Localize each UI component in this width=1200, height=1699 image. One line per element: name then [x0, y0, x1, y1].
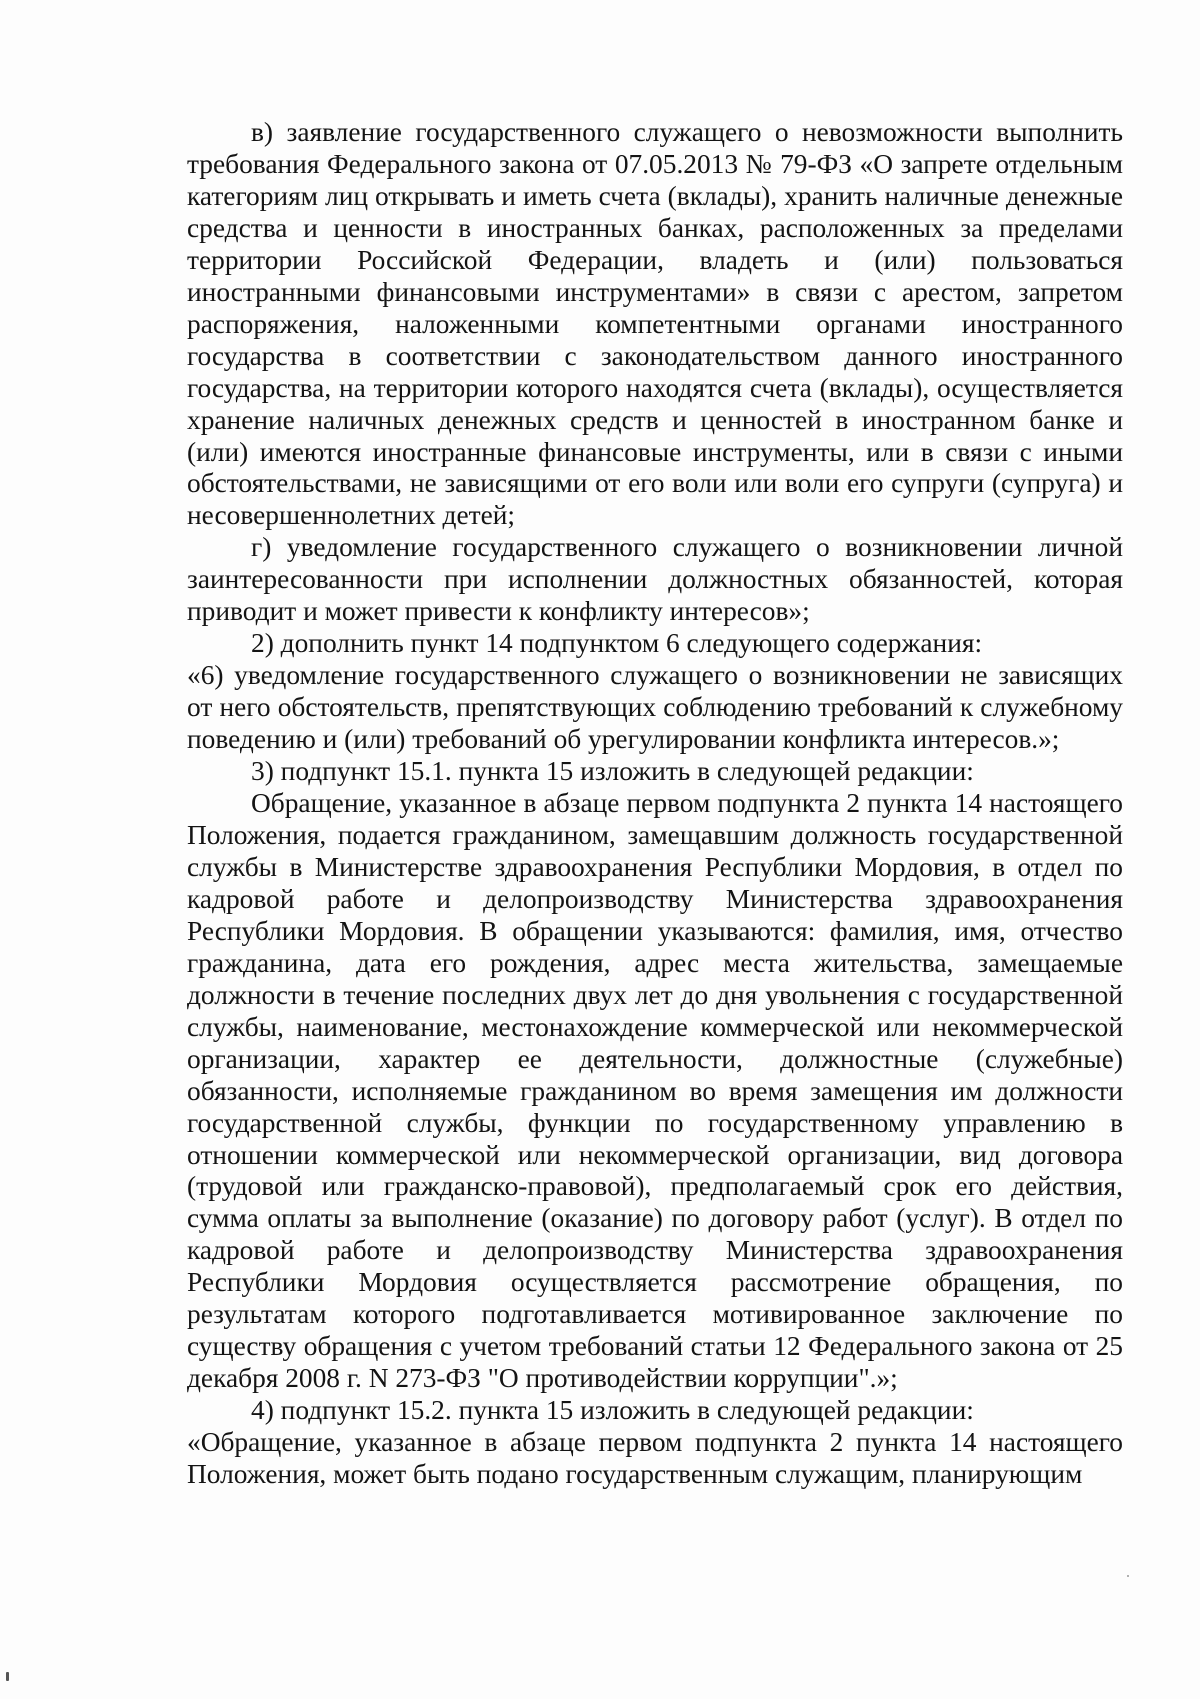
- paragraph-subitem-6-quote: «6) уведомление государственного служащего о возникновении не зависящих от него обстоятельств, препятствующих соблюдению требований к служебному поведению и (или) требований об урегулировании конфликта интересов.»;: [187, 660, 1123, 755]
- scan-speck: [6, 1672, 9, 1681]
- paragraph-subitem-g: г) уведомление государственного служащего о возникновении личной заинтересованности при исполнении должностных обязанностей, которая приводит и может привести к конфликту интересов»;: [187, 532, 1123, 627]
- paragraph-item-2: 2) дополнить пункт 14 подпунктом 6 следующего содержания:: [251, 628, 983, 659]
- document-body: [187, 117, 1123, 1491]
- paragraph-appeal-15-1: Обращение, указанное в абзаце первом подпункта 2 пункта 14 настоящего Положения, подается гражданином, замещавшим должность государственной службы в Министерстве здравоохранения Республики Мордовия, в отдел по кадровой работе и делопроизводству Министерства здравоохранения Республики Мордовия. В обращении указываются: фамилия, имя, отчество гражданина, дата его рождения, адрес места жительства, замещаемые должности в течение последних двух лет до дня увольнения с государственной службы, наименование, местонахождение коммерческой или некоммерческой организации, характер ее деятельности, должностные (служебные) обязанности, исполняемые гражданином во время замещения им должности государственной службы, функции по государственному управлению в отношении коммерческой или некоммерческой организации, вид договора (трудовой или гражданско-правовой), предполагаемый срок его действия, сумма оплаты за выполнение (оказание) по договору работ (услуг). В отдел по кадровой работе и делопроизводству Министерства здравоохранения Республики Мордовия осуществляется рассмотрение обращения, по результатам которого подготавливается мотивированное заключение по существу обращения с учетом требований статьи 12 Федерального закона от 25 декабря 2008 г. N 273-ФЗ "О противодействии коррупции".»;: [187, 788, 1123, 1394]
- paragraph-item-4: 4) подпункт 15.2. пункта 15 изложить в следующей редакции:: [251, 1395, 974, 1426]
- paragraph-subitem-v: в) заявление государственного служащего о невозможности выполнить требования Федерального закона от 07.05.2013 № 79-ФЗ «О запрете отдельным категориям лиц открывать и иметь счета (вклады), хранить наличные денежные средства и ценности в иностранных банках, расположенных за пределами территории Российской Федерации, владеть и (или) пользоваться иностранными финансовыми инструментами» в связи с арестом, запретом распоряжения, наложенными компетентными органами иностранного государства в соответствии с законодательством данного иностранного государства, на территории которого находятся счета (вклады), осуществляется хранение наличных денежных средств и ценностей в иностранном банке и (или) имеются иностранные финансовые инструменты, или в связи с иными обстоятельствами, не зависящими от его воли или воли его супруги (супруга) и несовершеннолетних детей;: [187, 117, 1123, 531]
- paragraph-appeal-15-2-quote: «Обращение, указанное в абзаце первом подпункта 2 пункта 14 настоящего Положения, может быть подано государственным служащим, планирующим: [187, 1427, 1123, 1490]
- scan-speck: [1127, 1575, 1129, 1577]
- paragraph-item-3: 3) подпункт 15.1. пункта 15 изложить в следующей редакции:: [251, 756, 974, 787]
